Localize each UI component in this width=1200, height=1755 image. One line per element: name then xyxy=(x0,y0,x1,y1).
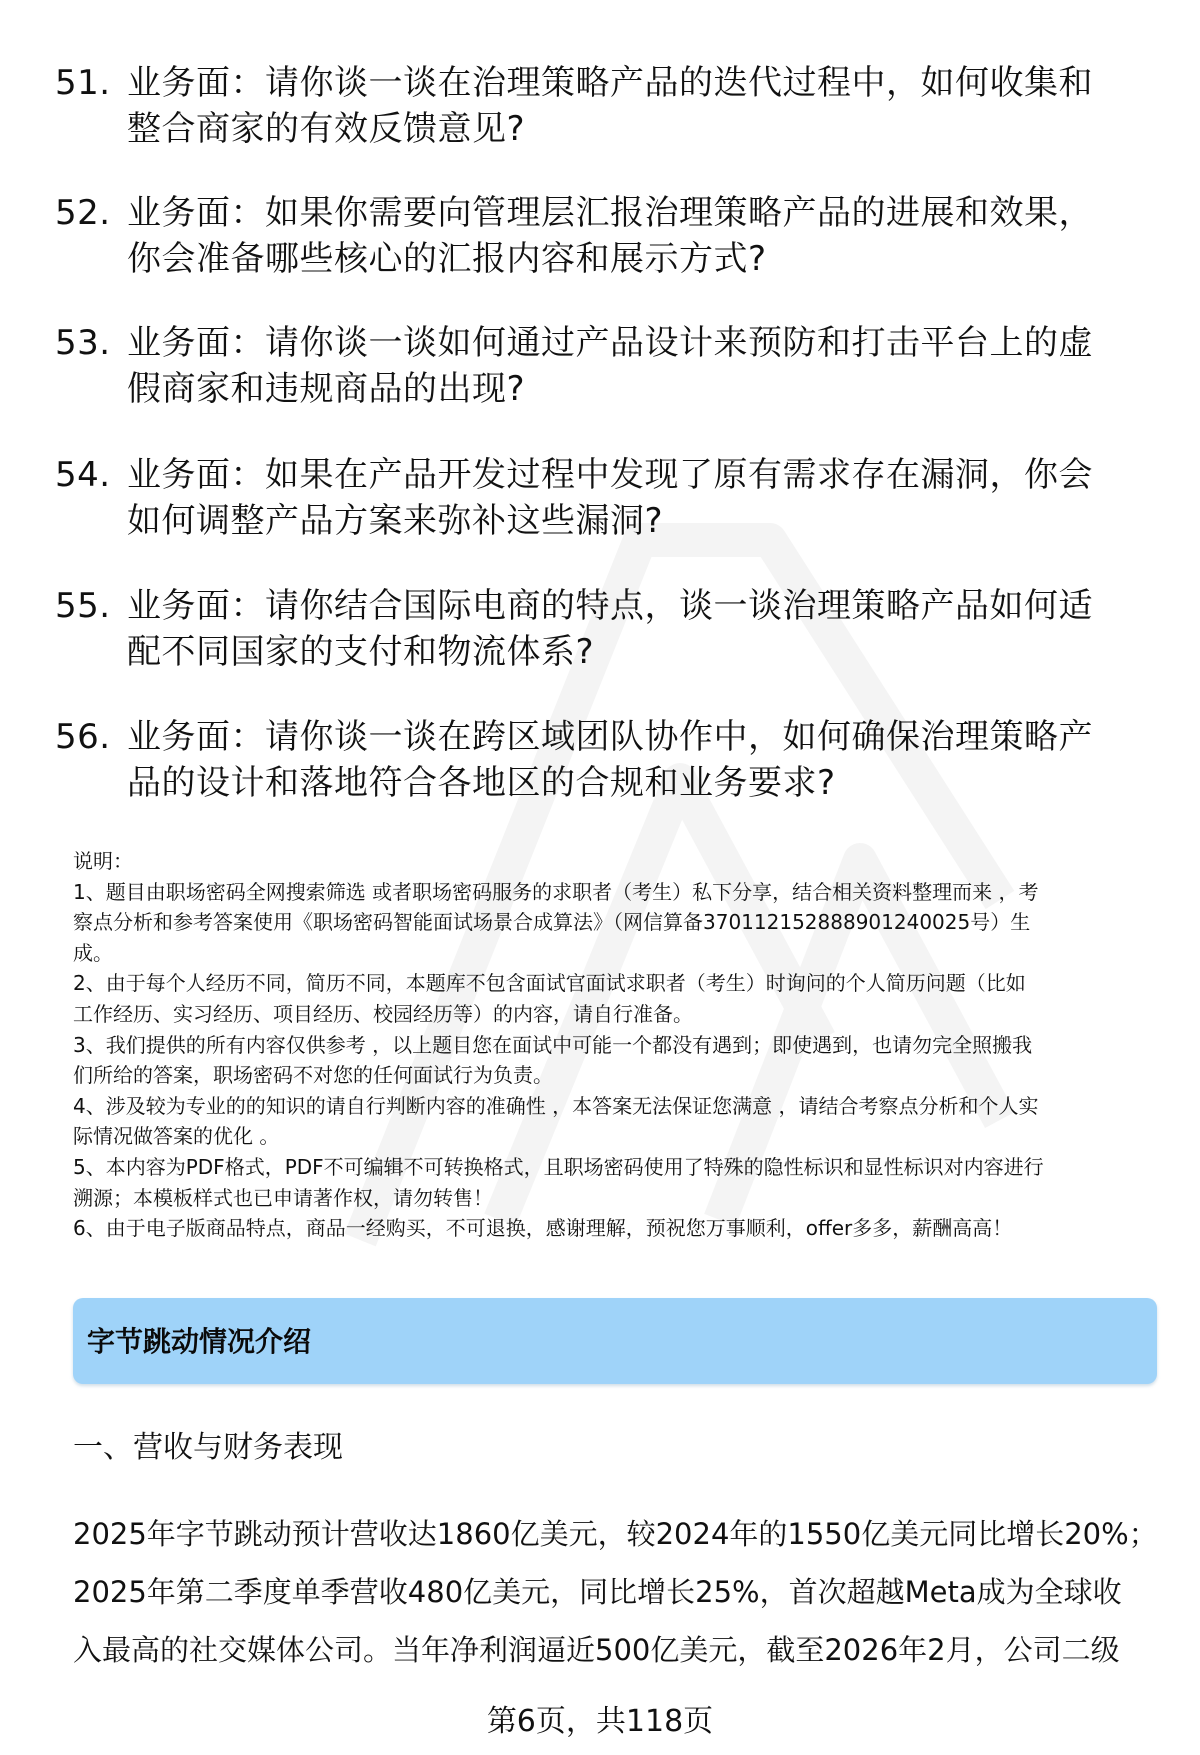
question-text-line: 业务面：请你结合国际电商的特点，谈一谈治理策略产品如何适 xyxy=(127,586,1093,626)
question-text-line: 配不同国家的支付和物流体系? xyxy=(127,632,595,672)
section-paragraph xyxy=(73,1505,1158,1679)
question-text-line: 如何调整产品方案来弥补这些漏洞? xyxy=(127,501,664,541)
question-number: 52. xyxy=(55,193,111,233)
question-number: 56. xyxy=(55,717,111,757)
notes-title: 说明： xyxy=(73,849,133,873)
notes-line: 际情况做答案的优化 。 xyxy=(73,1124,280,1149)
question-number: 51. xyxy=(55,63,111,103)
notes-line: 5、本内容为PDF格式，PDF不可编辑不可转换格式，且职场密码使用了特殊的隐性标识和显性标识对内容进行 xyxy=(73,1154,1044,1179)
question-number: 53. xyxy=(55,323,111,363)
question-text-line: 整合商家的有效反馈意见? xyxy=(127,109,526,149)
section-header-box xyxy=(73,1298,1157,1384)
notes-line: 6、由于电子版商品特点，商品一经购买，不可退换，感谢理解，预祝您万事顺利，offer多多，薪酬高高！ xyxy=(73,1216,1013,1241)
question-text-line: 业务面：如果在产品开发过程中发现了原有需求存在漏洞，你会 xyxy=(127,455,1093,495)
question-text-line: 你会准备哪些核心的汇报内容和展示方式? xyxy=(127,239,767,279)
question-number: 55. xyxy=(55,586,111,626)
notes-line: 工作经历、实习经历、项目经历、校园经历等）的内容，请自行准备。 xyxy=(73,1001,693,1026)
section-title: 字节跳动情况介绍 xyxy=(87,1325,312,1358)
question-number: 54. xyxy=(55,455,111,495)
notes-line: 1、题目由职场密码全网搜索筛选 或者职场密码服务的求职者（考生）私下分享，结合相关资料整理而来 ，考 xyxy=(73,879,1039,904)
question-text-line: 假商家和违规商品的出现? xyxy=(127,369,526,409)
paragraph-line: 2025年第二季度单季营收480亿美元，同比增长25%，首次超越Meta成为全球收 xyxy=(73,1575,1122,1609)
page-number-footer: 第6页，共118页 xyxy=(486,1704,714,1739)
notes-line: 3、我们提供的所有内容仅供参考 ，以上题目您在面试中可能一个都没有遇到；即使遇到，也请勿完全照搬我 xyxy=(73,1032,1033,1057)
question-text-line: 品的设计和落地符合各地区的合规和业务要求? xyxy=(127,763,836,803)
notes-line: 溯源；本模板样式也已申请著作权，请勿转售！ xyxy=(73,1185,493,1210)
question-text-line: 业务面：如果你需要向管理层汇报治理策略产品的进展和效果， xyxy=(127,193,1093,233)
notes-line: 2、由于每个人经历不同，简历不同，本题库不包含面试官面试求职者（考生）时询问的个人简历问题（比如 xyxy=(73,971,1026,996)
paragraph-line: 入最高的社交媒体公司。当年净利润逼近500亿美元，截至2026年2月，公司二级 xyxy=(73,1633,1120,1667)
notes-line: 成。 xyxy=(73,940,113,965)
notes-line: 们所给的答案，职场密码不对您的任何面试行为负责。 xyxy=(73,1063,553,1088)
notes-line: 4、涉及较为专业的的知识的请自行判断内容的准确性 ，本答案无法保证您满意 ，请结合考察点分析和个人实 xyxy=(73,1093,1039,1118)
question-text-line: 业务面：请你谈一谈在治理策略产品的迭代过程中，如何收集和 xyxy=(127,63,1093,103)
question-text-line: 业务面：请你谈一谈如何通过产品设计来预防和打击平台上的虚 xyxy=(127,323,1093,363)
notes-line: 察点分析和参考答案使用《职场密码智能面试场景合成算法》（网信算备370112152888901240025号）生 xyxy=(73,910,1031,935)
section-subheading: 一、营收与财务表现 xyxy=(73,1430,343,1465)
question-text-line: 业务面：请你谈一谈在跨区域团队协作中，如何确保治理策略产 xyxy=(127,717,1093,757)
paragraph-line: 2025年字节跳动预计营收达1860亿美元，较2024年的1550亿美元同比增长20%； xyxy=(73,1517,1158,1551)
disclaimer-notes xyxy=(73,846,1153,1244)
